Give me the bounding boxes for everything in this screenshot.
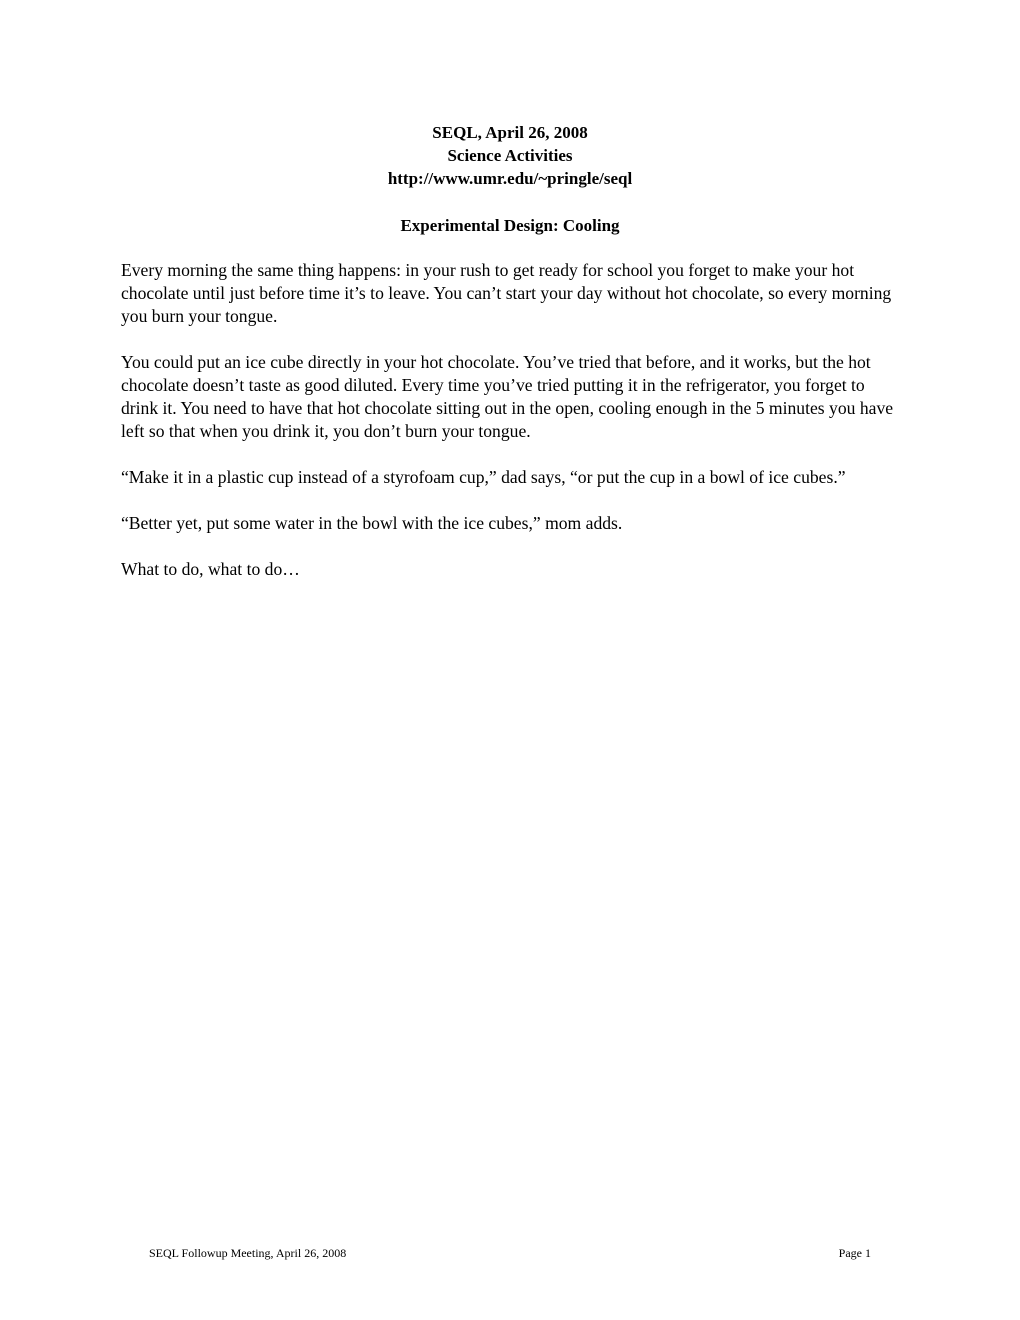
document-body [121, 259, 896, 604]
footer-meeting-label: SEQL Followup Meeting, April 26, 2008 [149, 1246, 347, 1260]
document-url: http://www.umr.edu/~pringle/seql [387, 169, 633, 188]
section-title: Experimental Design: Cooling [400, 216, 620, 235]
document-header [0, 121, 1020, 190]
paragraph-mom-suggestion: “Better yet, put some water in the bowl with the ice cubes,” mom adds. [121, 513, 623, 533]
document-title: SEQL, April 26, 2008 [432, 123, 588, 142]
paragraph-dad-suggestion: “Make it in a plastic cup instead of a styrofoam cup,” dad says, “or put the cup in a bowl of ice cubes.” [121, 467, 846, 487]
paragraph-what-to-do: What to do, what to do… [121, 559, 300, 579]
footer-page-number: Page 1 [838, 1246, 871, 1260]
paragraph-morning: Every morning the same thing happens: in your rush to get ready for school you forget to make your hot chocolate until just before time it’s to leave. You can’t start your day without hot chocolate, so every morning you burn your tongue. [121, 260, 892, 326]
document-subtitle: Science Activities [447, 146, 573, 165]
paragraph-ice-cube: You could put an ice cube directly in your hot chocolate. You’ve tried that before, and it works, but the hot chocolate doesn’t taste as good diluted. Every time you’ve tried putting it in the refrigerator, you forget to drink it. You need to have that hot chocolate sitting out in the open, cooling enough in the 5 minutes you have left so that when you drink it, you don’t burn your tongue. [121, 352, 894, 441]
